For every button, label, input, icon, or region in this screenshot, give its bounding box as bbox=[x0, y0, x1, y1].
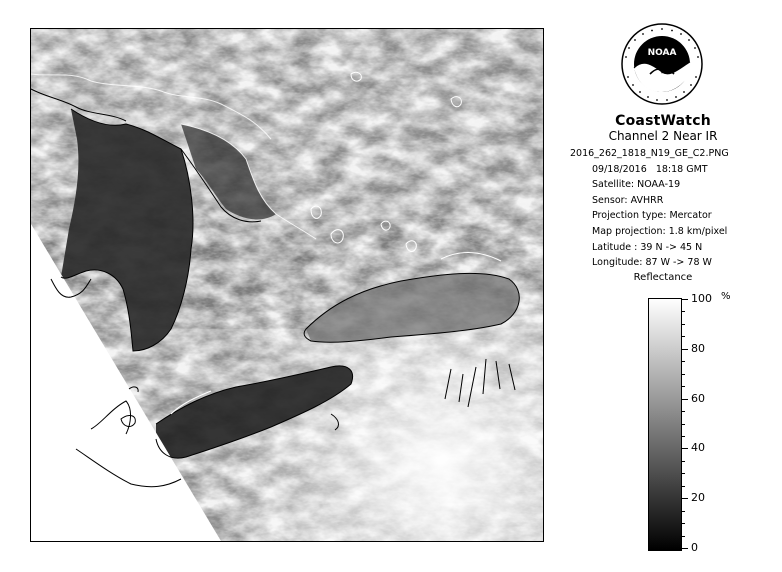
colorbar-label: Reflectance bbox=[633, 272, 693, 283]
acquisition-date: 09/18/2016 bbox=[592, 163, 647, 175]
colorbar-minor-tick bbox=[682, 486, 685, 487]
colorbar-minor-tick bbox=[682, 436, 685, 437]
colorbar-minor-tick bbox=[682, 361, 685, 362]
colorbar-minor-tick bbox=[682, 311, 685, 312]
colorbar-minor-tick bbox=[682, 374, 685, 375]
colorbar-major-tick bbox=[682, 448, 688, 449]
noaa-emblem-icon bbox=[620, 22, 704, 106]
colorbar-minor-tick bbox=[682, 324, 685, 325]
colorbar-minor-tick bbox=[682, 411, 685, 412]
satellite-image bbox=[30, 28, 544, 542]
colorbar-major-tick bbox=[682, 399, 688, 400]
sensor-line: Sensor: AVHRR bbox=[592, 194, 664, 206]
colorbar-minor-tick bbox=[682, 536, 685, 537]
reflectance-colorbar bbox=[648, 298, 682, 551]
colorbar-minor-tick bbox=[682, 336, 685, 337]
colorbar-minor-tick bbox=[682, 523, 685, 524]
channel-name: Channel 2 Near IR bbox=[608, 129, 718, 143]
acquisition-time: 18:18 GMT bbox=[655, 163, 708, 175]
colorbar-major-tick bbox=[682, 498, 688, 499]
latitude-line: Latitude : 39 N -> 45 N bbox=[592, 241, 703, 253]
colorbar-minor-tick bbox=[682, 424, 685, 425]
colorbar-tick-label: 0 bbox=[691, 541, 698, 554]
satellite-line: Satellite: NOAA-19 bbox=[592, 179, 681, 191]
colorbar-major-tick bbox=[682, 349, 688, 350]
colorbar-tick-label: 100 bbox=[691, 292, 712, 305]
colorbar-minor-tick bbox=[682, 473, 685, 474]
projection-type-line: Projection type: Mercator bbox=[592, 210, 712, 222]
colorbar-tick-label: 40 bbox=[691, 441, 705, 455]
satellite-image-canvas bbox=[31, 29, 543, 541]
colorbar-unit: % bbox=[721, 291, 731, 302]
logo-name: NOAA bbox=[647, 48, 677, 58]
colorbar-major-tick bbox=[682, 299, 688, 300]
colorbar-minor-tick bbox=[682, 386, 685, 387]
product-title: CoastWatch bbox=[615, 113, 711, 129]
colorbar-major-tick bbox=[682, 548, 688, 549]
colorbar-tick-label: 20 bbox=[691, 491, 705, 505]
longitude-line: Longitude: 87 W -> 78 W bbox=[592, 257, 712, 269]
file-name: 2016_262_1818_N19_GE_C2.PNG bbox=[570, 148, 729, 159]
date-time-line bbox=[574, 162, 774, 178]
colorbar-minor-tick bbox=[682, 511, 685, 512]
noaa-logo bbox=[620, 22, 704, 106]
map-projection-line: Map projection: 1.8 km/pixel bbox=[592, 225, 728, 237]
colorbar-minor-tick bbox=[682, 461, 685, 462]
colorbar-tick-label: 80 bbox=[691, 341, 705, 355]
colorbar-tick-label: 60 bbox=[691, 391, 705, 405]
metadata-block bbox=[570, 146, 774, 271]
